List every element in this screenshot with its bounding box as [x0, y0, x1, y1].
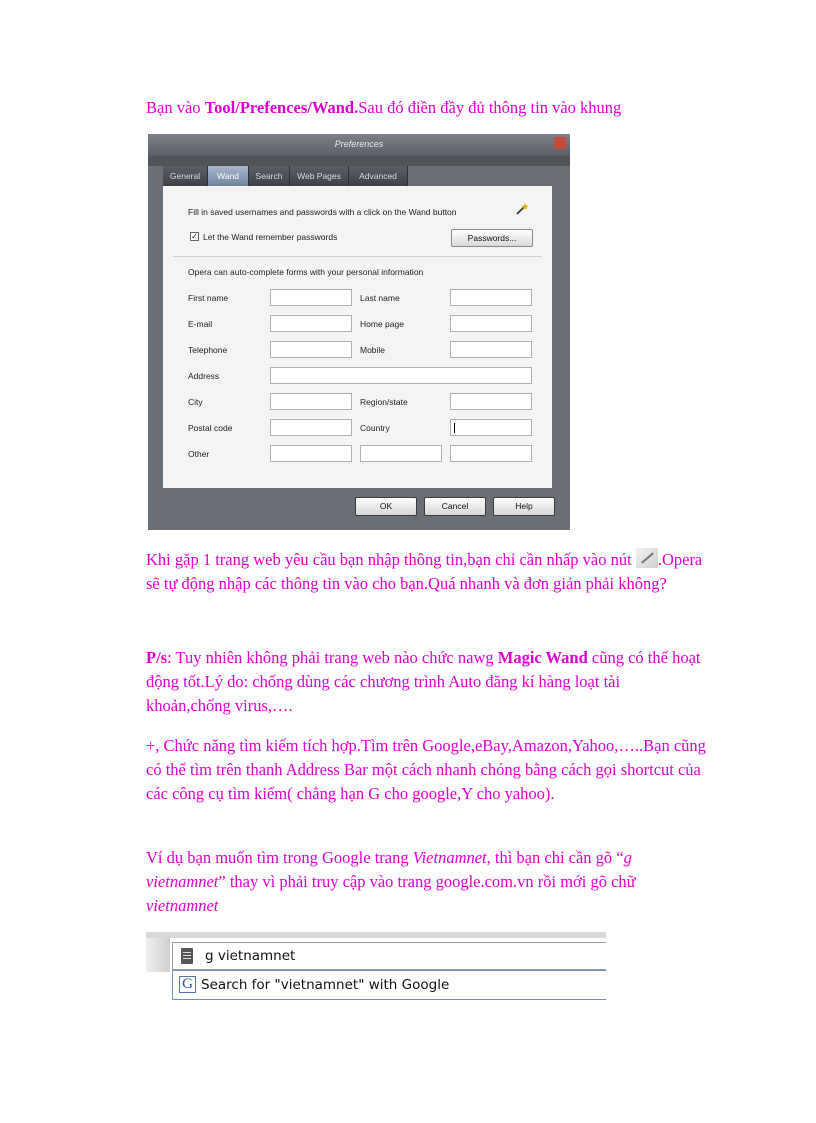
cancel-button[interactable]: Cancel — [424, 497, 486, 516]
tab-wand[interactable]: Wand — [208, 166, 249, 186]
address-typed-text: g vietnamnet — [205, 948, 296, 964]
mobile-label: Mobile — [360, 345, 386, 355]
intro-prefix: Bạn vào — [146, 98, 205, 117]
telephone-field[interactable] — [270, 341, 352, 358]
query-text: g vietnamnet — [146, 848, 632, 891]
intro-menu-path: Tool/Prefences/Wand. — [204, 98, 359, 117]
ps-label: P/s — [146, 648, 168, 667]
intro-suffix: Sau đó điền đầy đủ thông tin vào khung — [358, 98, 622, 117]
page-icon — [181, 948, 193, 964]
dialog-toolbar-strip — [148, 156, 570, 166]
other-label: Other — [188, 449, 210, 459]
passwords-button[interactable]: Passwords... — [451, 229, 533, 247]
email-field[interactable] — [270, 315, 352, 332]
autocomplete-description: Opera can auto-complete forms with your personal information — [188, 267, 424, 277]
dialog-title: Preferences — [148, 134, 570, 156]
para3-text-2: cũng có thể hoạt động tốt.Lý do: chống dùng các chương trình Auto đăng kí hàng loạt tài khoản,chống virus,…. — [146, 648, 701, 715]
first-name-field[interactable] — [270, 289, 352, 306]
wand-button-icon — [636, 548, 658, 568]
country-label: Country — [360, 423, 390, 433]
preferences-dialog — [148, 134, 570, 530]
note-paragraph — [146, 646, 706, 718]
remember-passwords-checkbox[interactable]: ✓ — [191, 232, 198, 241]
site-name: Vietnamnet — [412, 848, 487, 867]
suggestion-text: Search for "vietnamnet" with Google — [201, 977, 450, 993]
other-field-2[interactable] — [360, 445, 442, 462]
wand-usage-paragraph — [146, 548, 706, 596]
text-cursor — [454, 423, 455, 433]
para3-text-1: : Tuy nhiên không phải trang web nào chức nawg — [167, 648, 498, 667]
region-field[interactable] — [450, 393, 532, 410]
keyword-text: vietnamnet — [146, 896, 219, 915]
tab-web-pages[interactable]: Web Pages — [290, 166, 349, 186]
example-paragraph — [146, 846, 706, 918]
mobile-field[interactable] — [450, 341, 532, 358]
home-page-label: Home page — [360, 319, 404, 329]
intro-paragraph — [146, 96, 706, 120]
wand-panel — [163, 186, 552, 488]
email-label: E-mail — [188, 319, 213, 329]
city-field[interactable] — [270, 393, 352, 410]
postal-code-label: Postal code — [188, 423, 233, 433]
divider — [173, 256, 542, 257]
postal-code-field[interactable] — [270, 419, 352, 436]
country-field[interactable] — [450, 419, 532, 436]
tab-advanced[interactable]: Advanced — [349, 166, 408, 186]
close-icon[interactable] — [554, 137, 566, 149]
search-suggestion[interactable] — [172, 970, 606, 1000]
google-icon: G — [179, 976, 196, 993]
para5-text-2: , thì bạn chỉ cần gõ “ — [486, 848, 624, 867]
remember-passwords-label: Let the Wand remember passwords — [203, 232, 338, 242]
address-bar-screenshot — [146, 932, 606, 1002]
search-feature-paragraph: +, Chức năng tìm kiếm tích hợp.Tìm trên Google,eBay,Amazon,Yahoo,…..Bạn cũng có thể tìm trên thanh Address Bar một cách nhanh chóng bằng cách gọi shortcut của các công cụ tìm kiếm( chẳng hạn G cho google,Y cho yahoo). — [146, 736, 706, 803]
other-field-3[interactable] — [450, 445, 532, 462]
para2-text-after: .Opera sẽ tự động nhập các thông tin vào cho bạn.Quá nhanh và đơn giản phải không? — [146, 550, 703, 593]
toolbar-left-edge — [146, 938, 170, 972]
region-label: Region/state — [360, 397, 408, 407]
last-name-label: Last name — [360, 293, 400, 303]
para5-text-3: ” thay vì phải truy cập vào trang google.com.vn rồi mới gõ chữ — [218, 872, 636, 891]
telephone-label: Telephone — [188, 345, 228, 355]
help-button[interactable]: Help — [493, 497, 555, 516]
ok-button[interactable]: OK — [355, 497, 417, 516]
wand-description: Fill in saved usernames and passwords with a click on the Wand button — [188, 207, 457, 217]
address-input[interactable] — [172, 942, 606, 970]
city-label: City — [188, 397, 203, 407]
other-field-1[interactable] — [270, 445, 352, 462]
home-page-field[interactable] — [450, 315, 532, 332]
first-name-label: First name — [188, 293, 229, 303]
last-name-field[interactable] — [450, 289, 532, 306]
wand-icon — [515, 202, 529, 216]
para2-text-before: Khi gặp 1 trang web yêu cầu bạn nhập thông tin,bạn chỉ cần nhấp vào nút — [146, 550, 636, 569]
tab-search[interactable]: Search — [249, 166, 290, 186]
tab-general[interactable]: General — [163, 166, 208, 186]
magic-wand-label: Magic Wand — [497, 648, 588, 667]
toolbar-edge — [146, 932, 606, 938]
address-field[interactable] — [270, 367, 532, 384]
address-label: Address — [188, 371, 220, 381]
para5-text-1: Ví dụ bạn muốn tìm trong Google trang — [146, 848, 413, 867]
